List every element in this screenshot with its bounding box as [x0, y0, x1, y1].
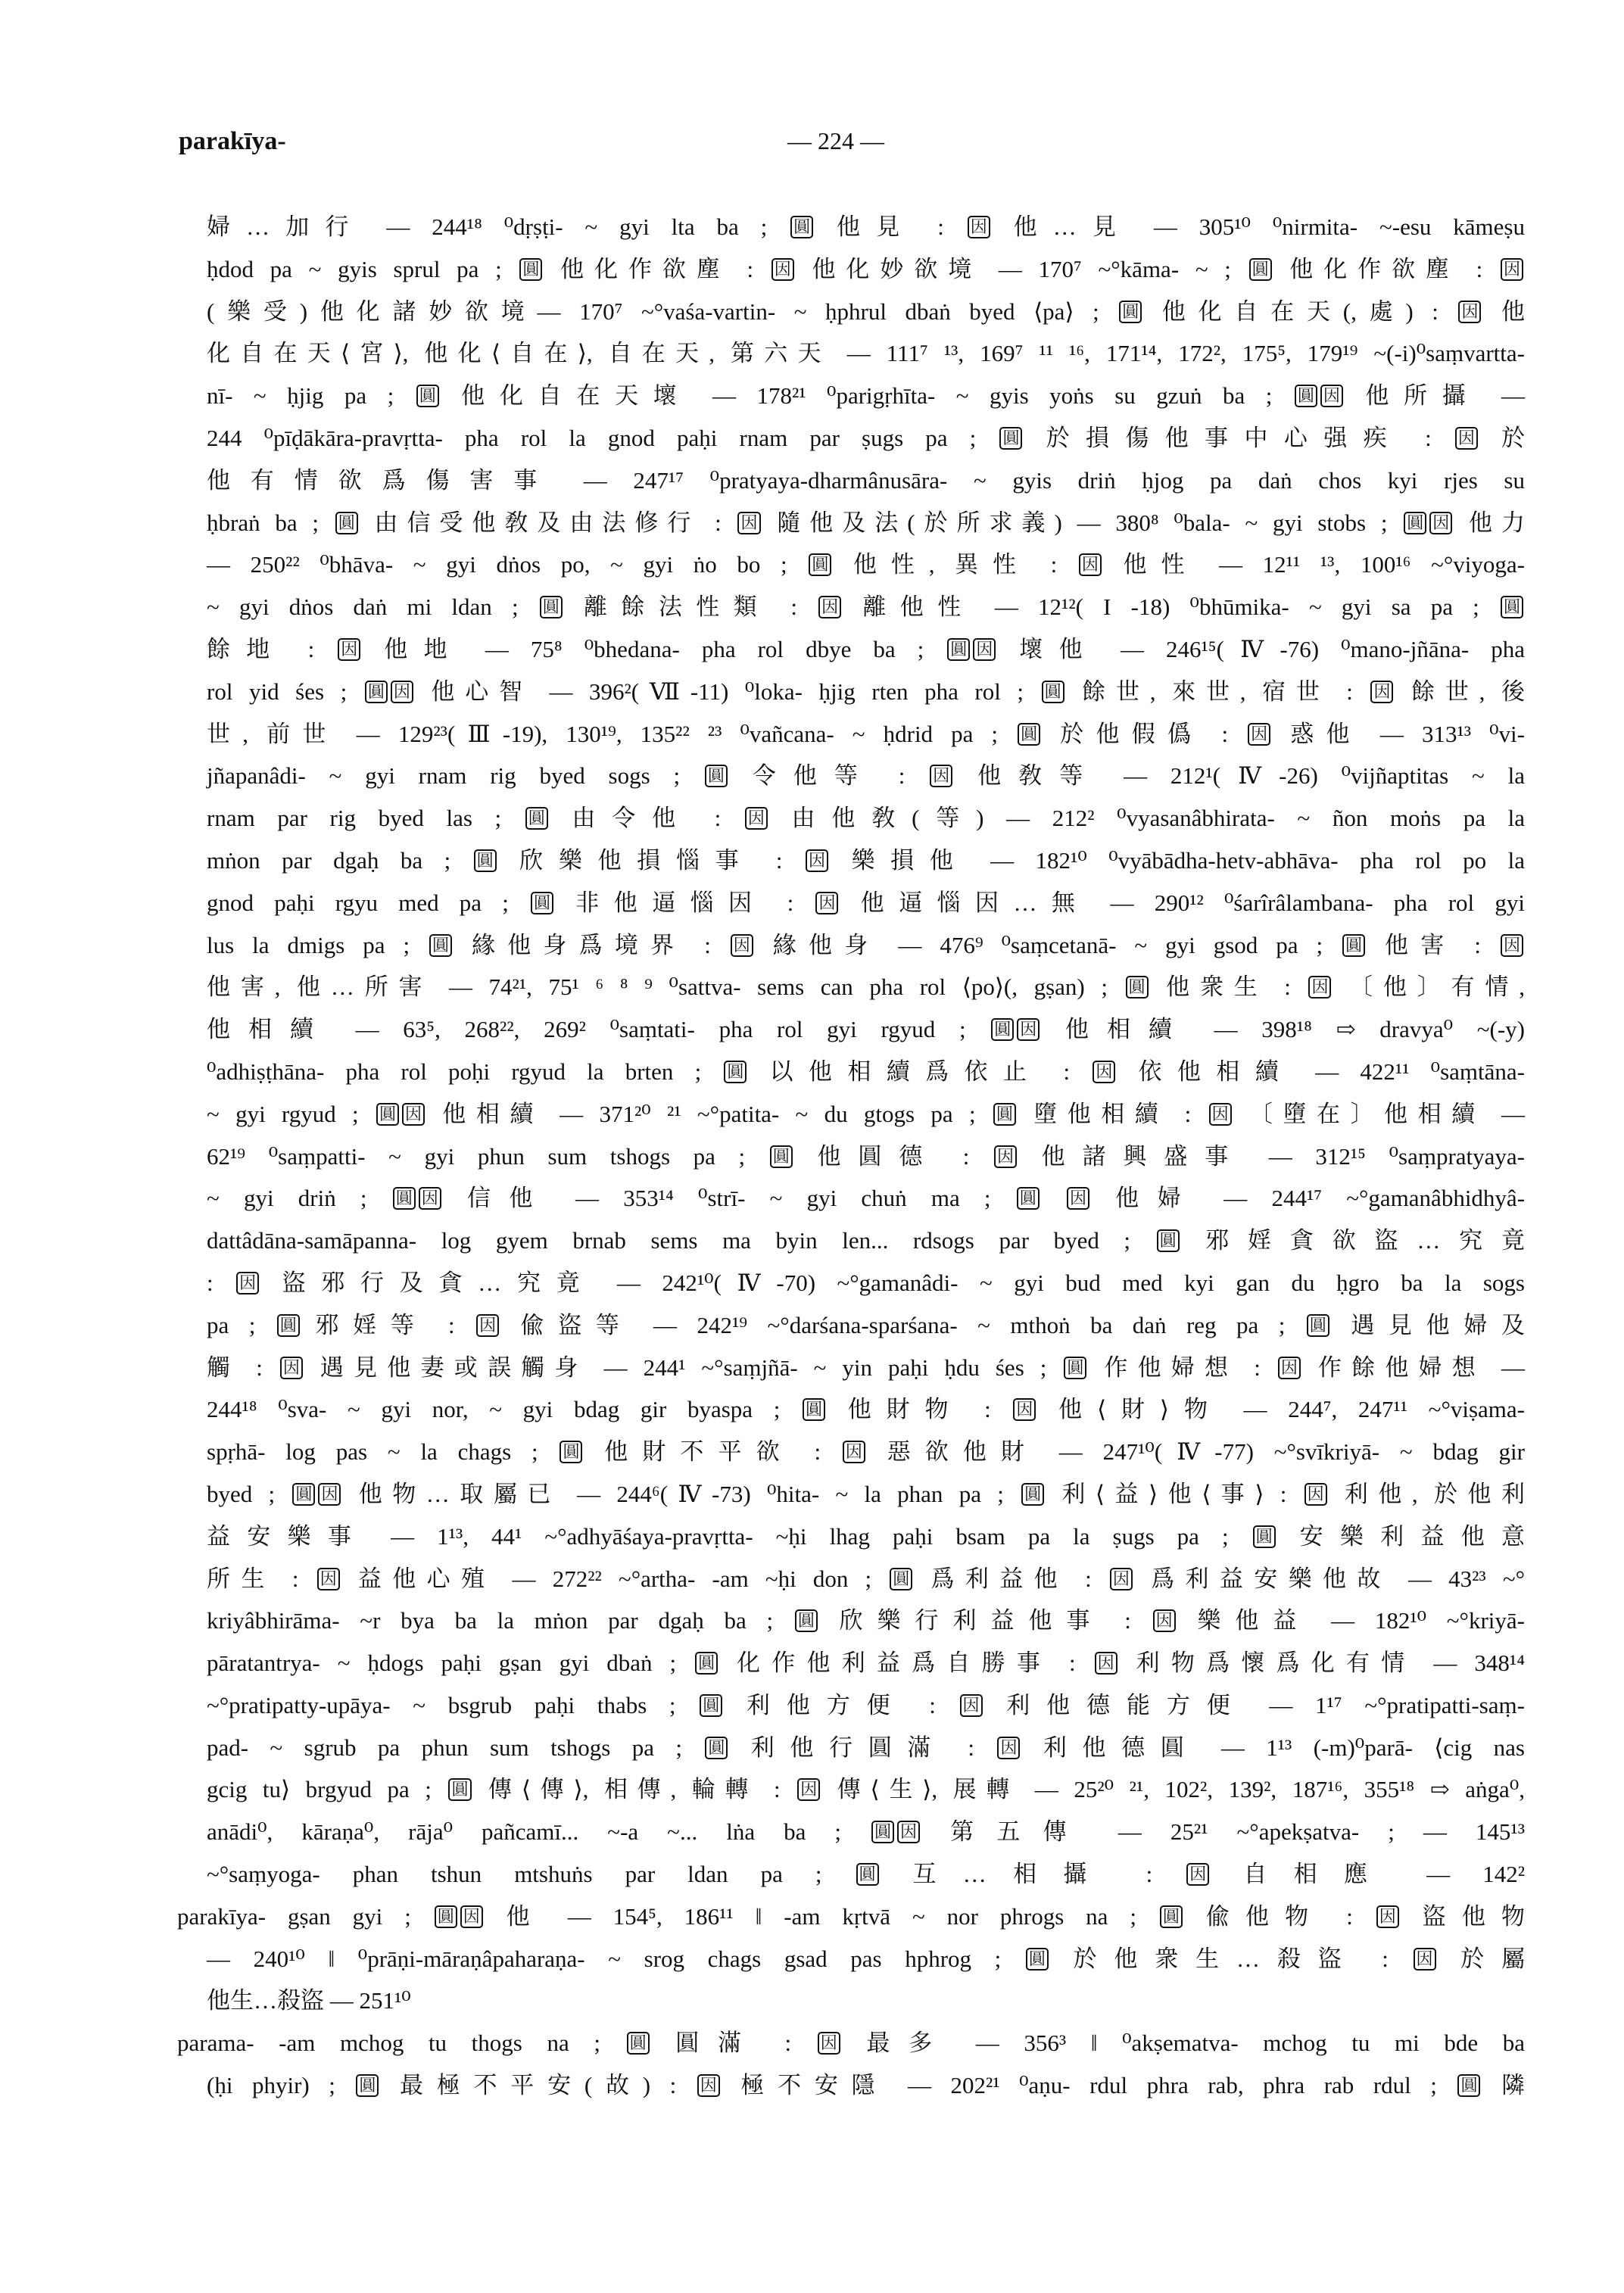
- source-mark-icon: 圓: [991, 1018, 1014, 1041]
- source-mark-icon: 圓: [540, 596, 563, 618]
- text-line: (ḥi phyir) ; 圓 最極不平安(故) : 因 極不安隱 — 202²¹ ⁰aṇu- rdul phra rab, phra rab rdul ; 圓 隣: [207, 2072, 1525, 2099]
- source-mark-alt-icon: 因: [806, 849, 828, 872]
- source-mark-icon: 圓: [627, 2032, 650, 2055]
- source-mark-alt-icon: 因: [815, 892, 838, 914]
- source-mark-alt-icon: 因: [1370, 681, 1393, 703]
- text-line: gcig tu⟩ brgyud pa ; 圓 傳⟨傳⟩, 相傳, 輪轉 : 因 傳⟨生⟩, 展轉 — 25²⁰ ²¹, 102², 139², 187¹⁶, 355¹⁸ ⇨ aṅga⁰,: [207, 1776, 1525, 1803]
- text-line: 他相續 — 63⁵, 268²², 269² ⁰saṃtati- pha rol gyi rgyud ; 圓 因 他相續 — 398¹⁸ ⇨ dravya⁰ ~(-y): [207, 1016, 1525, 1043]
- text-line: 化自在天⟨宮⟩, 他化⟨自在⟩, 自在天, 第六天 — 111⁷ ¹³, 169⁷ ¹¹ ¹⁶, 171¹⁴, 172², 175⁵, 179¹⁹ ~(-i)⁰saṃvartta-: [207, 340, 1525, 367]
- text-line: pāratantrya- ~ ḥdogs paḥi gṣan gyi dbaṅ ; 圓 化作他利益爲自勝事 : 因 利物爲懷爲化有情 — 348¹⁴: [207, 1650, 1526, 1677]
- text-line: 他生…殺盜 — 251¹⁰: [207, 1987, 411, 2014]
- source-mark-alt-icon: 因: [317, 1568, 340, 1590]
- source-mark-alt-icon: 因: [1414, 1948, 1436, 1971]
- source-mark-icon: 圓: [705, 765, 728, 787]
- text-line: 244¹⁸ ⁰sva- ~ gyi nor, ~ gyi bdag gir byaspa ; 圓 他財物 : 因 他⟨財⟩物 — 244⁷, 247¹¹ ~°viṣama-: [207, 1396, 1525, 1423]
- text-line: pa ; 圓 邪婬等 : 因 偸盜等 — 242¹⁹ ~°darśana-sparśana- ~ mthoṅ ba daṅ reg pa ; 圓 遇見他婦及: [207, 1311, 1525, 1338]
- text-line: 婦…加行 — 244¹⁸ ⁰dṛṣṭi- ~ gyi lta ba ; 圓 他見 : 因 他…見 — 305¹⁰ ⁰nirmita- ~-esu kāmeṣu: [207, 213, 1525, 240]
- text-line: 他害, 他…所害 — 74²¹, 75¹ ⁶ ⁸ ⁹ ⁰sattva- sems can pha rol ⟨po⟩(, gṣan) ; 圓 他衆生 : 因 〔他〕有情,: [207, 974, 1525, 1001]
- source-mark-alt-icon: 因: [1455, 427, 1478, 450]
- text-line: 244 ⁰pīḍākāra-pravṛtta- pha rol la gnod paḥi rnam par ṣugs pa ; 圓 於損傷他事中心强疾 : 因 於: [207, 424, 1526, 451]
- source-mark-alt-icon: 因: [994, 1145, 1017, 1168]
- source-mark-alt-icon: 因: [1017, 1018, 1040, 1041]
- source-mark-alt-icon: 因: [391, 681, 413, 703]
- source-mark-icon: 圓: [448, 1778, 471, 1801]
- text-line: dattâdāna-samāpanna- log gyem brnab sems ma byin len... rdsogs par byed ; 圓 邪婬貪欲盜…究竟: [207, 1227, 1526, 1254]
- source-mark-icon: 圓: [1342, 934, 1365, 957]
- source-mark-icon: 圓: [724, 1061, 747, 1083]
- source-mark-alt-icon: 因: [1278, 1357, 1301, 1379]
- source-mark-icon: 圓: [560, 1441, 582, 1463]
- text-line: mṅon par dgaḥ ba ; 圓 欣樂他損惱事 : 因 樂損他 — 182¹⁰ ⁰vyābādha-hetv-abhāva- pha rol po la: [207, 846, 1525, 874]
- source-mark-icon: 圓: [416, 385, 439, 407]
- source-mark-alt-icon: 因: [1209, 1103, 1232, 1126]
- source-mark-alt-icon: 因: [843, 1441, 865, 1463]
- source-mark-icon: 圓: [795, 1609, 818, 1632]
- source-mark-alt-icon: 因: [236, 1272, 259, 1294]
- text-line: nī- ~ ḥjig pa ; 圓 他化自在天壞 — 178²¹ ⁰parigṛhīta- ~ gyis yoṅs su gzuṅ ba ; 圓 因 他所攝 —: [207, 382, 1525, 410]
- text-line: 所生 : 因 益他心殖 — 272²² ~°artha- -am ~ḥi don ; 圓 爲利益他 : 因 爲利益安樂他故 — 43²³ ~°: [207, 1565, 1525, 1592]
- source-mark-alt-icon: 因: [1153, 1609, 1176, 1632]
- source-mark-alt-icon: 因: [897, 1821, 920, 1843]
- source-mark-icon: 圓: [277, 1314, 300, 1337]
- source-mark-alt-icon: 因: [1501, 258, 1523, 281]
- source-mark-alt-icon: 因: [1458, 301, 1481, 323]
- source-mark-alt-icon: 因: [745, 807, 768, 830]
- source-mark-alt-icon: 因: [1304, 1483, 1327, 1506]
- source-mark-icon: 圓: [700, 1694, 722, 1717]
- text-line: — 240¹⁰ ‖ ⁰prāṇi-māraṇâpaharaṇa- ~ srog chags gsad pas hphrog ; 圓 於他衆生…殺盜 : 因 於屬: [207, 1945, 1526, 1972]
- text-line: 餘地 : 因 他地 — 75⁸ ⁰bhedana- pha rol dbye ba ; 圓 因 壞他 — 246¹⁵(Ⅳ-76) ⁰mano-jñāna- pha: [207, 635, 1525, 662]
- source-mark-alt-icon: 因: [1095, 1652, 1117, 1675]
- source-mark-icon: 圓: [365, 681, 388, 703]
- text-line: ~°saṃyoga- phan tshun mtshuṅs par ldan pa ; 圓 互…相攝 : 因 自相應 — 142²: [207, 1861, 1525, 1888]
- source-mark-icon: 圓: [1026, 1948, 1049, 1971]
- source-mark-icon: 圓: [871, 1821, 894, 1843]
- text-line: ḥbraṅ ba ; 圓 由信受他敎及由法修行 : 因 隨他及法(於所求義) — 380⁸ ⁰bala- ~ gyi stobs ; 圓 因 他力: [207, 509, 1525, 536]
- source-mark-icon: 圓: [1501, 596, 1523, 618]
- source-mark-icon: 圓: [705, 1737, 728, 1759]
- source-mark-icon: 圓: [1253, 1525, 1276, 1548]
- source-mark-alt-icon: 因: [1093, 1061, 1115, 1083]
- source-mark-icon: 圓: [292, 1483, 315, 1506]
- source-mark-alt-icon: 因: [1376, 1905, 1399, 1928]
- source-mark-icon: 圓: [1017, 1187, 1040, 1210]
- source-mark-icon: 圓: [1157, 1229, 1180, 1252]
- text-line: 62¹⁹ ⁰saṃpatti- ~ gyi phun sum tshogs pa ; 圓 他圓德 : 因 他諸興盛事 — 312¹⁵ ⁰saṃpratyaya-: [207, 1142, 1525, 1170]
- text-line: lus la dmigs pa ; 圓 緣他身爲境界 : 因 緣他身 — 476⁹ ⁰saṃcetanā- ~ gyi gsod pa ; 圓 他害 : 因: [177, 924, 1525, 967]
- text-line: ⁰adhiṣṭhāna- pha rol poḥi rgyud la brten ; 圓 以他相續爲依止 : 因 依他相續 — 422¹¹ ⁰saṃtāna-: [207, 1058, 1525, 1085]
- source-mark-icon: 圓: [790, 216, 813, 238]
- source-mark-alt-icon: 因: [771, 258, 794, 281]
- source-mark-alt-icon: 因: [737, 512, 760, 534]
- source-mark-alt-icon: 因: [973, 638, 996, 661]
- source-mark-alt-icon: 因: [1308, 976, 1331, 999]
- source-mark-alt-icon: 因: [960, 1694, 983, 1717]
- text-line: rol yid śes ; 圓 因 他心智 — 396²(Ⅶ-11) ⁰loka- ḥjig rten pha rol ; 圓 餘世, 來世, 宿世 : 因 餘世, 後: [207, 678, 1526, 705]
- text-line: kriyâbhirāma- ~r bya ba la mṅon par dgaḥ ba ; 圓 欣樂行利益他事 : 因 樂他益 — 182¹⁰ ~°kriyā-: [207, 1607, 1525, 1634]
- entry-headline: parama- -am mchog tu thogs na ; 圓 圓滿 : 因 最多 — 356³ ‖ ⁰akṣematva- mchog tu mi bde ba: [177, 2030, 1525, 2057]
- source-mark-alt-icon: 因: [968, 216, 990, 238]
- source-mark-alt-icon: 因: [731, 934, 753, 957]
- source-mark-icon: 圓: [1018, 723, 1040, 746]
- text-line: ḥdod pa ~ gyis sprul pa ; 圓 他化作欲塵 : 因 他化妙欲境 — 170⁷ ~°kāma- ~ ; 圓 他化作欲塵 : 因: [177, 248, 1525, 291]
- source-mark-icon: 圓: [1119, 301, 1142, 323]
- source-mark-alt-icon: 因: [1186, 1863, 1209, 1886]
- dictionary-body: [177, 206, 1525, 2107]
- source-mark-icon: 圓: [890, 1568, 912, 1590]
- text-line: anādi⁰, kāraṇa⁰, rāja⁰ pañcamī... ~-a ~... lṅa ba ; 圓 因 第五傳 — 25²¹ ~°apekṣatva- ; — 145¹³: [207, 1818, 1526, 1846]
- text-line: ~ gyi rgyud ; 圓 因 他相續 — 371²⁰ ²¹ ~°patita- ~ du gtogs pa ; 圓 墮他相續 : 因 〔墮在〕他相續 —: [207, 1100, 1525, 1127]
- running-head: parakīya-: [179, 127, 286, 155]
- source-mark-alt-icon: 因: [1248, 723, 1270, 746]
- text-line: rnam par rig byed las ; 圓 由令他 : 因 由他敎(等) — 212² ⁰vyasanâbhirata- ~ ñon moṅs pa la: [207, 805, 1525, 832]
- text-line: jñapanâdi- ~ gyi rnam rig byed sogs ; 圓 令他等 : 因 他敎等 — 212¹(Ⅳ-26) ⁰vijñaptitas ~ la: [207, 762, 1525, 790]
- text-line: — 250²² ⁰bhāva- ~ gyi dṅos po, ~ gyi ṅo bo ; 圓 他性, 異性 : 因 他性 — 12¹¹ ¹³, 100¹⁶ ~°viyoga-: [207, 551, 1525, 578]
- source-mark-icon: 圓: [1064, 1357, 1086, 1379]
- source-mark-icon: 圓: [525, 807, 548, 830]
- text-line: spṛhā- log pas ~ la chags ; 圓 他財不平欲 : 因 惡欲他財 — 247¹⁰(Ⅳ-77) ~°svīkriyā- ~ bdag gir: [207, 1438, 1525, 1466]
- source-mark-icon: 圓: [947, 638, 970, 661]
- source-mark-alt-icon: 因: [1013, 1398, 1036, 1421]
- source-mark-alt-icon: 因: [930, 765, 952, 787]
- source-mark-icon: 圓: [474, 849, 497, 872]
- source-mark-alt-icon: 因: [1320, 385, 1343, 407]
- source-mark-alt-icon: 因: [997, 1737, 1020, 1759]
- source-mark-alt-icon: 因: [338, 638, 360, 661]
- entry-headline: parakīya- gṣan gyi ; 圓 因 他 — 154⁵, 186¹¹ ‖ -am kṛtvā ~ nor phrogs na ; 圓 偸他物 : 因 盜他物: [177, 1902, 1526, 1930]
- text-line: (樂受)他化諸妙欲境— 170⁷ ~°vaśa-vartin- ~ ḥphrul dbaṅ byed ⟨pa⟩ ; 圓 他化自在天(,處) : 因 他: [207, 298, 1526, 325]
- page-number: — 224 —: [787, 127, 884, 154]
- text-line: 益安樂事 — 1¹³, 44¹ ~°adhyāśaya-pravṛtta- ~ḥi lhag paḥi bsam pa la ṣugs pa ; 圓 安樂利益他意: [207, 1522, 1526, 1550]
- source-mark-alt-icon: 因: [318, 1483, 341, 1506]
- source-mark-icon: 圓: [1307, 1314, 1329, 1337]
- source-mark-icon: 圓: [770, 1145, 793, 1168]
- text-line: pad- ~ sgrub pa phun sum tshogs pa ; 圓 利他行圓滿 : 因 利他德圓 — 1¹³ (-m)⁰parā- ⟨cig nas: [207, 1734, 1525, 1761]
- text-line: 世, 前世 — 129²³(Ⅲ-19), 130¹⁹, 135²² ²³ ⁰vañcana- ~ ḥdrid pa ; 圓 於他假僞 : 因 惑他 — 313¹³ ⁰vi-: [207, 720, 1525, 747]
- source-mark-alt-icon: 因: [1429, 512, 1452, 534]
- source-mark-icon: 圓: [1021, 1483, 1044, 1506]
- source-mark-alt-icon: 因: [818, 2032, 840, 2055]
- source-mark-icon: 圓: [1457, 2074, 1480, 2097]
- source-mark-alt-icon: 因: [460, 1905, 483, 1928]
- source-mark-icon: 圓: [1249, 258, 1272, 281]
- text-line: ~ gyi driṅ ; 圓 因 信他 — 353¹⁴ ⁰strī- ~ gyi chuṅ ma ; 圓 因 他婦 — 244¹⁷ ~°gamanâbhidhyâ-: [207, 1185, 1526, 1212]
- text-line: ~ gyi dṅos daṅ mi ldan ; 圓 離餘法性類 : 因 離他性 — 12¹²( I -18) ⁰bhūmika- ~ gyi sa pa ; 圓: [177, 586, 1525, 628]
- text-line: gnod paḥi rgyu med pa ; 圓 非他逼惱因 : 因 他逼惱因…無 — 290¹² ⁰śarîrâlambana- pha rol gyi: [207, 889, 1525, 916]
- text-line: : 因 盜邪行及貪…究竟 — 242¹⁰(Ⅳ-70) ~°gamanâdi- ~ gyi bud med kyi gan du ḥgro ba la sogs: [207, 1269, 1525, 1296]
- source-mark-icon: 圓: [1160, 1905, 1183, 1928]
- source-mark-icon: 圓: [809, 553, 831, 576]
- source-mark-alt-icon: 因: [797, 1778, 820, 1801]
- source-mark-icon: 圓: [435, 1905, 457, 1928]
- source-mark-icon: 圓: [335, 512, 358, 534]
- text-line: byed ; 圓 因 他物…取屬已 — 244⁶(Ⅳ-73) ⁰hita- ~ la phan pa ; 圓 利⟨益⟩他⟨事⟩ : 因 利他, 於他利: [207, 1480, 1525, 1507]
- source-mark-icon: 圓: [376, 1103, 399, 1126]
- source-mark-icon: 圓: [1126, 976, 1149, 999]
- source-mark-alt-icon: 因: [1067, 1187, 1089, 1210]
- text-line: ~°pratipatty-upāya- ~ bsgrub paḥi thabs ; 圓 利他方便 : 因 利他德能方便 — 1¹⁷ ~°pratipatti-saṃ-: [207, 1691, 1525, 1718]
- source-mark-icon: 圓: [1404, 512, 1426, 534]
- source-mark-alt-icon: 因: [280, 1357, 303, 1379]
- source-mark-icon: 圓: [531, 892, 553, 914]
- source-mark-alt-icon: 因: [697, 2074, 720, 2097]
- source-mark-icon: 圓: [1295, 385, 1317, 407]
- source-mark-icon: 圓: [993, 1103, 1016, 1126]
- text-line: 觸 : 因 遇見他妻或誤觸身 — 244¹ ~°saṃjñā- ~ yin paḥi ḥdu śes ; 圓 作他婦想 : 因 作餘他婦想 —: [207, 1354, 1525, 1381]
- source-mark-alt-icon: 因: [402, 1103, 425, 1126]
- source-mark-icon: 圓: [1042, 681, 1064, 703]
- source-mark-alt-icon: 因: [1110, 1568, 1133, 1590]
- source-mark-icon: 圓: [803, 1398, 825, 1421]
- source-mark-alt-icon: 因: [476, 1314, 499, 1337]
- source-mark-icon: 圓: [356, 2074, 379, 2097]
- text-line: 他有情欲爲傷害事 — 247¹⁷ ⁰pratyaya-dharmânusāra- ~ gyis driṅ ḥjog pa daṅ chos kyi rjes su: [207, 466, 1525, 494]
- source-mark-icon: 圓: [999, 427, 1022, 450]
- source-mark-icon: 圓: [695, 1652, 718, 1675]
- source-mark-alt-icon: 因: [1501, 934, 1523, 957]
- source-mark-icon: 圓: [393, 1187, 416, 1210]
- source-mark-icon: 圓: [429, 934, 452, 957]
- source-mark-alt-icon: 因: [419, 1187, 441, 1210]
- source-mark-icon: 圓: [856, 1863, 879, 1886]
- source-mark-icon: 圓: [519, 258, 542, 281]
- source-mark-alt-icon: 因: [1079, 553, 1102, 576]
- source-mark-alt-icon: 因: [818, 596, 841, 618]
